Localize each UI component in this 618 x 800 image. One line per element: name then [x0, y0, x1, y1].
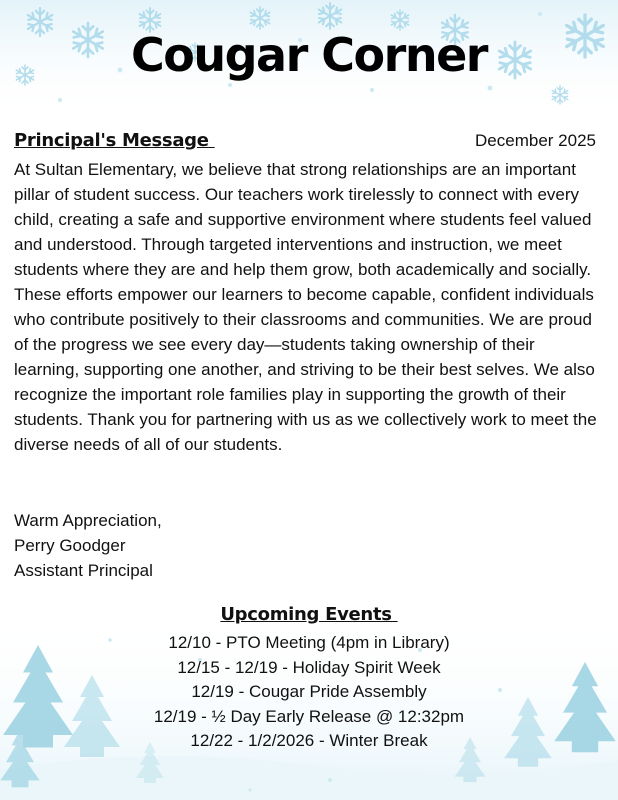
signoff-closing: Warm Appreciation,	[14, 511, 162, 530]
principal-message-heading: Principal's Message	[14, 130, 215, 151]
event-item: 12/22 - 1/2/2026 - Winter Break	[190, 731, 428, 750]
event-item: 12/19 - ½ Day Early Release @ 12:32pm	[153, 706, 465, 726]
signoff-block	[14, 508, 162, 583]
event-item: 12/15 - 12/19 - Holiday Spirit Week	[177, 657, 441, 677]
signoff-role: Assistant Principal	[14, 561, 153, 580]
event-item: 12/10 - PTO Meeting (4pm in Library)	[168, 633, 450, 652]
newsletter-date: December 2025	[475, 131, 596, 150]
principal-message-body: At Sultan Elementary, we believe that strong relationships are an important pillar of student success. Our teachers work tirelessly to connect with every child, creating a safe and supportive environment where students feel valued and understood. Through targeted interventions and instruction, we meet students where they are and help them grow, both academically and socially. These efforts empower our learners to become capable, confident individuals who contribute positively to their classrooms and communities. We are proud of the progress we see every day—students taking ownership of their learning, supporting one another, and striving to be their best selves. We also recognize the important role families play in supporting the growth of their students. Thank you for partnering with us as we collectively work to meet the diverse needs of all of our students.	[14, 160, 597, 454]
principal-message-header	[14, 130, 596, 154]
events-list	[0, 631, 618, 754]
upcoming-events-heading: Upcoming Events	[220, 604, 398, 625]
event-item: 12/19 - Cougar Pride Assembly	[191, 682, 427, 701]
signoff-name: Perry Goodger	[14, 536, 126, 555]
newsletter-title: Cougar Corner	[131, 28, 487, 82]
